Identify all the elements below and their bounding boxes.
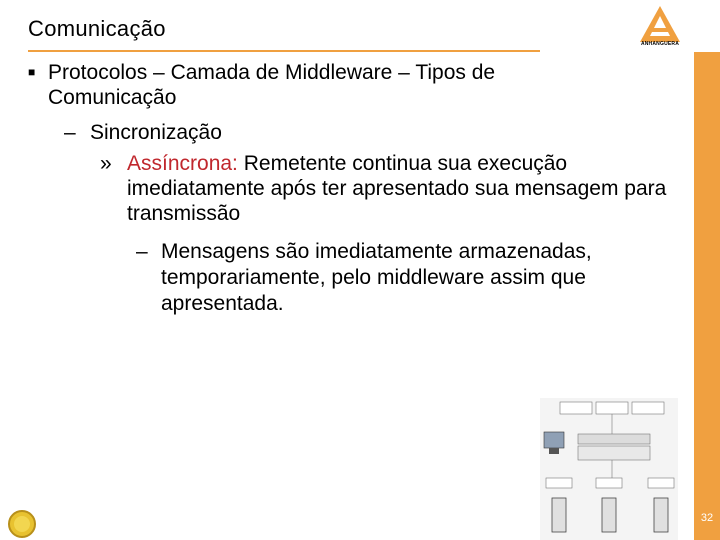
page-number: 32 xyxy=(700,512,714,524)
dash-marker: – xyxy=(64,121,76,144)
bullet-text: Remetente continua sua execução imediatamente após ter apresentado sua mensagem para transmissão xyxy=(127,152,667,225)
title-divider xyxy=(28,50,540,52)
chevron-marker: » xyxy=(100,152,112,175)
bullet-text-block xyxy=(127,151,667,226)
side-accent-bar xyxy=(694,52,720,540)
logo-text: ANHANGUERA xyxy=(640,41,680,47)
gold-coin-icon xyxy=(6,508,38,540)
bullet-text: Protocolos – Camada de Middleware – Tipos de Comunicação xyxy=(48,61,496,109)
dash-marker: – xyxy=(136,240,148,263)
bullet-text: Sincronização xyxy=(90,121,222,144)
middleware-diagram-image xyxy=(540,398,678,540)
slide-title: Comunicação xyxy=(28,16,166,41)
square-bullet-icon: ■ xyxy=(28,65,36,79)
bullet-text: Mensagens são imediatamente armazenadas, temporariamente, pelo middleware assim que apresentada. xyxy=(161,240,592,315)
highlight-term: Assíncrona: xyxy=(127,152,238,175)
